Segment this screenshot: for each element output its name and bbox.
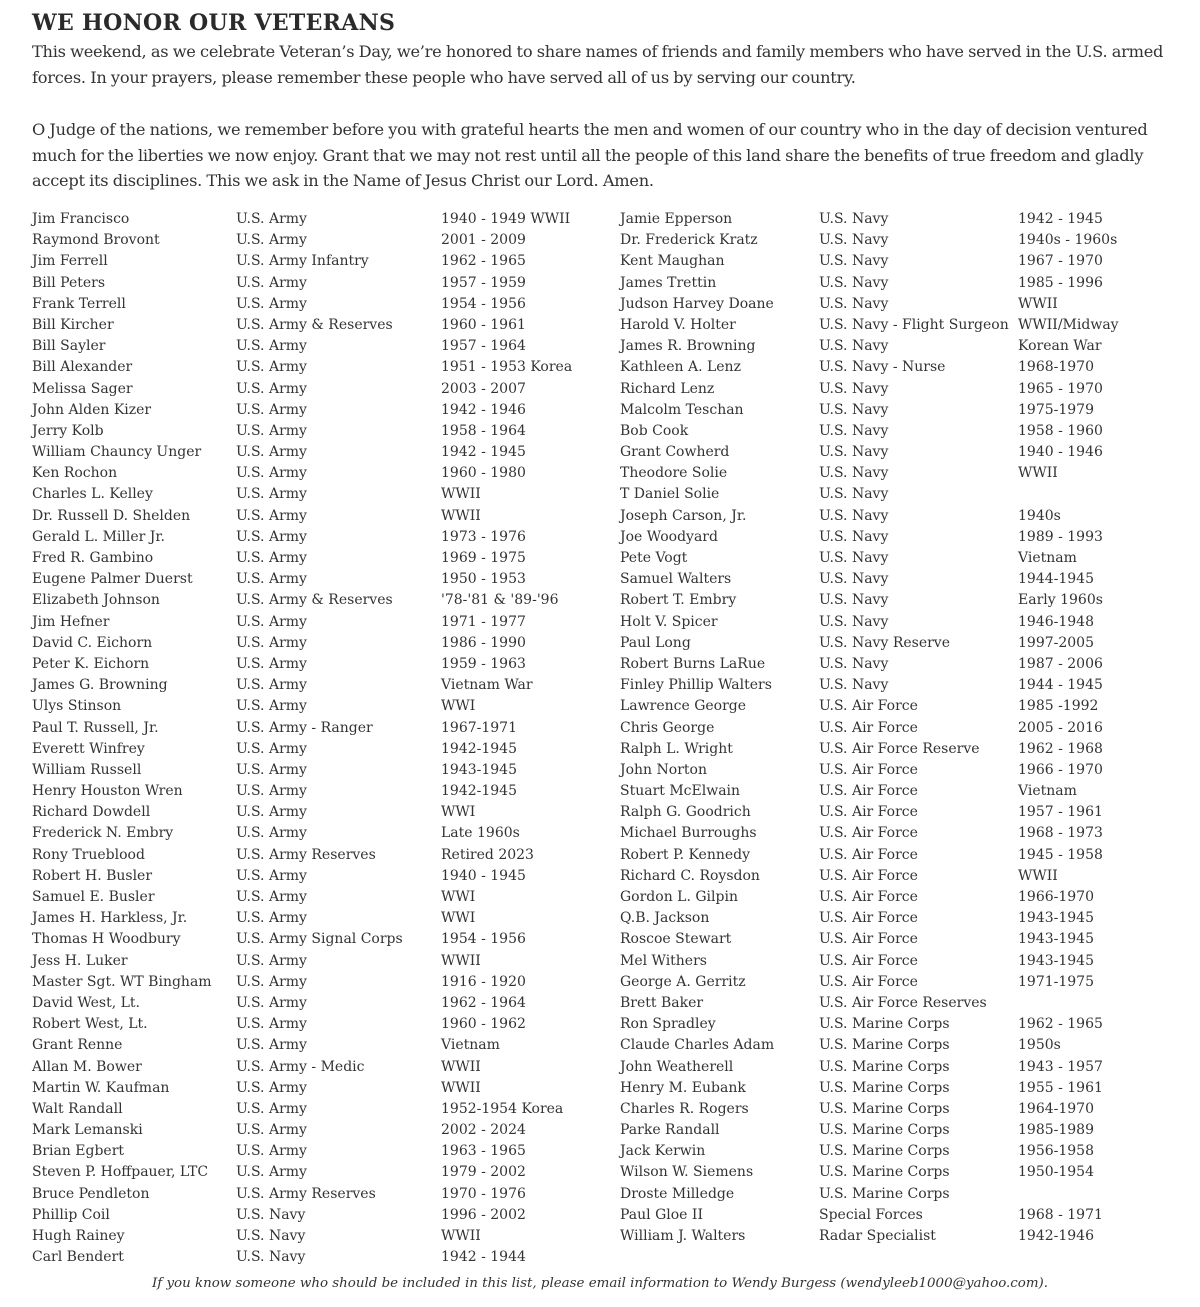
veteran-service: WWII	[441, 486, 481, 503]
veteran-branch: U.S. Navy	[819, 211, 889, 227]
veteran-branch: U.S. Navy	[819, 274, 889, 291]
veteran-branch: U.S. Army	[236, 910, 307, 927]
veteran-name: John Norton	[620, 761, 707, 778]
veteran-name: Dr. Frederick Kratz	[620, 232, 758, 249]
veteran-service: WWII	[441, 1058, 481, 1075]
veteran-branch: U.S. Navy	[819, 486, 889, 503]
veteran-branch: U.S. Marine Corps	[819, 1164, 950, 1181]
veteran-branch: U.S. Air Force	[819, 889, 918, 905]
veteran-service: Early 1960s	[1018, 592, 1103, 609]
veteran-branch: U.S. Army	[236, 528, 307, 545]
veteran-name: Peter K. Eichorn	[32, 655, 150, 672]
veteran-branch: U.S. Army	[236, 698, 307, 715]
veteran-service: 1962 - 1965	[1018, 1016, 1103, 1033]
veteran-name: William J. Walters	[620, 1228, 746, 1244]
veteran-branch: U.S. Navy	[819, 253, 889, 270]
veteran-name: Jack Kerwin	[620, 1143, 706, 1160]
veteran-branch: U.S. Army	[236, 1100, 307, 1117]
veteran-service: 2002 - 2024	[441, 1122, 526, 1139]
veteran-name: Kent Maughan	[620, 253, 725, 270]
veteran-branch: U.S. Navy	[236, 1206, 306, 1223]
veteran-service: 1951 - 1953 Korea	[441, 359, 573, 376]
veteran-branch: U.S. Air Force	[819, 910, 918, 927]
veteran-service: 1989 - 1993	[1018, 528, 1103, 545]
veteran-service: 1950 - 1953	[441, 571, 526, 588]
veteran-name: Robert T. Embry	[620, 592, 737, 609]
veteran-service: WWI	[441, 698, 476, 715]
veteran-name: Jerry Kolb	[32, 422, 104, 439]
veteran-name: Rony Trueblood	[32, 846, 145, 863]
veteran-branch: U.S. Marine Corps	[819, 1185, 950, 1202]
veteran-name: Fred R. Gambino	[32, 550, 154, 566]
veteran-branch: U.S. Army Reserves	[236, 1185, 376, 1202]
veteran-branch: U.S. Army	[236, 274, 307, 291]
veteran-name: Frederick N. Embry	[32, 825, 174, 842]
veteran-service: 1943-1945	[1018, 910, 1094, 927]
veteran-service: 1979 - 2002	[441, 1164, 526, 1181]
veteran-branch: U.S. Army	[236, 1143, 307, 1160]
veteran-branch: U.S. Air Force	[819, 783, 918, 800]
veteran-name: Malcolm Teschan	[620, 401, 744, 418]
veteran-name: Samuel E. Busler	[32, 889, 155, 905]
veteran-branch: U.S. Army - Ranger	[236, 719, 373, 736]
veteran-branch: U.S. Army	[236, 401, 307, 418]
veteran-name: Jamie Epperson	[620, 211, 733, 227]
veteran-branch: U.S. Army	[236, 232, 307, 249]
veteran-branch: Special Forces	[819, 1206, 923, 1223]
veteran-branch: U.S. Army	[236, 1122, 307, 1139]
veteran-branch: U.S. Navy	[819, 422, 889, 439]
veteran-name: Joseph Carson, Jr.	[620, 507, 747, 524]
veteran-branch: U.S. Army	[236, 444, 307, 461]
veteran-service: 1973 - 1976	[441, 528, 526, 545]
veteran-name: Grant Renne	[32, 1037, 123, 1054]
veteran-name: Jim Ferrell	[32, 253, 108, 270]
veteran-name: Richard Lenz	[620, 380, 715, 397]
veteran-name: David C. Eichorn	[32, 634, 153, 651]
veteran-name: Martin W. Kaufman	[32, 1079, 170, 1096]
veteran-branch: U.S. Navy	[819, 401, 889, 418]
veteran-branch: U.S. Air Force	[819, 698, 918, 715]
veteran-service: 1959 - 1963	[441, 655, 526, 672]
veteran-branch: U.S. Air Force	[819, 973, 918, 990]
veteran-name: Finley Phillip Walters	[620, 677, 772, 694]
veteran-name: Paul Gloe II	[620, 1206, 703, 1223]
veteran-service: 1940 - 1946	[1018, 444, 1103, 461]
veteran-name: Mark Lemanski	[32, 1122, 143, 1139]
veteran-branch: U.S. Navy	[819, 571, 889, 588]
veteran-branch: U.S. Navy	[819, 380, 889, 397]
veteran-service: 1940s - 1960s	[1018, 232, 1118, 249]
veteran-name: Gerald L. Miller Jr.	[32, 528, 166, 545]
veteran-service: 1960 - 1962	[441, 1016, 526, 1033]
veteran-branch: U.S. Army	[236, 867, 307, 884]
veteran-branch: U.S. Marine Corps	[819, 1037, 950, 1054]
veteran-branch: U.S. Navy - Flight Surgeon	[819, 316, 1009, 333]
veteran-service: 1954 - 1956	[441, 931, 526, 948]
veteran-name: Chris George	[620, 719, 715, 736]
veteran-service: Retired 2023	[441, 846, 534, 863]
veteran-branch: U.S. Army & Reserves	[236, 316, 393, 333]
veteran-branch: U.S. Army	[236, 825, 307, 842]
veteran-branch: U.S. Navy	[819, 528, 889, 545]
veteran-branch: U.S. Air Force	[819, 846, 918, 863]
veteran-name: David West, Lt.	[32, 994, 140, 1011]
veteran-service: 1971-1975	[1018, 973, 1094, 990]
veteran-branch: U.S. Army	[236, 613, 307, 630]
veteran-service: 1942 - 1945	[441, 444, 526, 461]
veteran-name: Ron Spradley	[620, 1016, 716, 1033]
veteran-service: 1942-1945	[441, 740, 517, 757]
veteran-name: Jim Hefner	[32, 613, 110, 630]
veteran-name: Bill Alexander	[32, 359, 133, 376]
veteran-service: 1956-1958	[1018, 1143, 1094, 1160]
veteran-name: Gordon L. Gilpin	[620, 889, 738, 905]
veteran-name: Wilson W. Siemens	[620, 1164, 754, 1181]
veteran-service: 1944-1945	[1018, 571, 1094, 588]
veteran-name: Thomas H Woodbury	[32, 931, 181, 948]
veteran-service: 1986 - 1990	[441, 634, 526, 651]
veteran-service: 1942-1945	[441, 783, 517, 800]
veteran-name: Stuart McElwain	[620, 783, 741, 800]
veteran-branch: U.S. Army	[236, 677, 307, 694]
veteran-service: 1968-1970	[1018, 359, 1094, 376]
veteran-branch: U.S. Army	[236, 1016, 307, 1033]
veteran-branch: U.S. Navy	[819, 592, 889, 609]
veteran-service: 1944 - 1945	[1018, 677, 1103, 694]
veteran-service: 1962 - 1968	[1018, 740, 1103, 757]
veteran-branch: U.S. Army	[236, 295, 307, 312]
veteran-branch: U.S. Army - Medic	[236, 1058, 365, 1075]
veteran-name: Walt Randall	[32, 1100, 123, 1117]
veteran-name: Allan M. Bower	[32, 1058, 142, 1075]
veteran-branch: U.S. Army & Reserves	[236, 592, 393, 609]
veteran-name: Roscoe Stewart	[620, 931, 732, 948]
veteran-branch: U.S. Army	[236, 655, 307, 672]
veteran-branch: U.S. Marine Corps	[819, 1143, 950, 1160]
veteran-branch: U.S. Army	[236, 889, 307, 905]
veteran-service: 1950-1954	[1018, 1164, 1094, 1181]
veteran-branch: U.S. Air Force Reserve	[819, 740, 980, 757]
veteran-service: Vietnam	[441, 1037, 500, 1054]
veteran-name: Ken Rochon	[32, 465, 118, 482]
veteran-service: 1966-1970	[1018, 889, 1094, 905]
veteran-service: 1968 - 1973	[1018, 825, 1103, 842]
veteran-service: 1960 - 1980	[441, 465, 526, 482]
veteran-name: James Trettin	[620, 274, 717, 291]
veteran-name: Ralph G. Goodrich	[620, 804, 751, 821]
veteran-service: 1957 - 1964	[441, 338, 526, 355]
veteran-service: 1957 - 1961	[1018, 804, 1103, 821]
veteran-name: Henry M. Eubank	[620, 1079, 746, 1096]
veteran-service: 1943-1945	[1018, 952, 1094, 969]
footer-note: If you know someone who should be included in this list, please email information to Wendy Burgess (wendyleeb1000@yahoo.com).	[151, 1276, 1049, 1291]
veteran-service: 1970 - 1976	[441, 1185, 526, 1202]
veteran-service: 1962 - 1964	[441, 994, 526, 1011]
veteran-branch: U.S. Army	[236, 422, 307, 439]
veteran-branch: U.S. Air Force	[819, 825, 918, 842]
veteran-name: William Russell	[32, 761, 142, 778]
veteran-branch: U.S. Air Force	[819, 952, 918, 969]
intro-paragraph: This weekend, as we celebrate Veteran’s Day, we’re honored to share names of friends and family members who have served in the U.S. armed forces. In your prayers, please remember these people who have served all of us by serving our country.	[32, 42, 1164, 87]
veteran-service: 1965 - 1970	[1018, 380, 1103, 397]
veteran-branch: U.S. Air Force	[819, 761, 918, 778]
veteran-branch: U.S. Army	[236, 783, 307, 800]
veteran-branch: U.S. Navy	[236, 1249, 306, 1266]
veteran-service: WWII	[441, 952, 481, 969]
veteran-name: Joe Woodyard	[620, 528, 718, 545]
veteran-service: 1954 - 1956	[441, 295, 526, 312]
veteran-service: 1966 - 1970	[1018, 761, 1103, 778]
veteran-name: T Daniel Solie	[620, 486, 720, 503]
veteran-branch: U.S. Army	[236, 994, 307, 1011]
veteran-branch: U.S. Air Force	[819, 931, 918, 948]
veteran-service: 1942 - 1944	[441, 1249, 526, 1266]
veteran-name: Hugh Rainey	[32, 1228, 125, 1244]
veteran-name: Jim Francisco	[32, 211, 130, 227]
veteran-service: 1942 - 1945	[1018, 211, 1103, 227]
veteran-branch: U.S. Army	[236, 761, 307, 778]
veteran-branch: U.S. Navy	[819, 338, 889, 355]
veteran-branch: U.S. Navy	[819, 655, 889, 672]
veteran-service: 1985 -1992	[1018, 698, 1099, 715]
veteran-branch: U.S. Army	[236, 740, 307, 757]
veteran-branch: U.S. Navy	[819, 677, 889, 694]
veteran-name: Bill Sayler	[32, 338, 106, 355]
veteran-branch: U.S. Army	[236, 804, 307, 821]
veteran-name: Brett Baker	[620, 994, 704, 1011]
veteran-service: 1996 - 2002	[441, 1206, 526, 1223]
veteran-name: Raymond Brovont	[32, 232, 160, 249]
veteran-branch: U.S. Air Force	[819, 804, 918, 821]
veteran-service: Vietnam War	[441, 677, 533, 694]
veteran-name: Mel Withers	[620, 952, 707, 969]
veteran-service: 1969 - 1975	[441, 550, 526, 566]
veteran-branch: U.S. Air Force	[819, 719, 918, 736]
veteran-name: Paul Long	[620, 634, 691, 651]
veteran-service: 1916 - 1920	[441, 973, 526, 990]
veteran-service: Vietnam	[1018, 550, 1077, 566]
veteran-service: Vietnam	[1018, 783, 1077, 800]
veteran-branch: U.S. Navy	[236, 1228, 306, 1244]
veteran-branch: U.S. Army	[236, 359, 307, 376]
veteran-name: Jess H. Luker	[32, 952, 128, 969]
veteran-service: '78-'81 & '89-'96	[441, 592, 559, 609]
veteran-branch: U.S. Marine Corps	[819, 1122, 950, 1139]
veteran-name: Robert P. Kennedy	[620, 846, 751, 863]
veteran-service: WWI	[441, 910, 476, 927]
veteran-service: Korean War	[1018, 338, 1102, 355]
veteran-name: Charles R. Rogers	[620, 1100, 749, 1117]
veteran-branch: U.S. Army	[236, 952, 307, 969]
veteran-service: 1955 - 1961	[1018, 1079, 1103, 1096]
veteran-name: Grant Cowherd	[620, 444, 730, 461]
veteran-name: George A. Gerritz	[620, 973, 746, 990]
veteran-branch: U.S. Navy	[819, 232, 889, 249]
veteran-service: 1957 - 1959	[441, 274, 526, 291]
veteran-name: Judson Harvey Doane	[620, 295, 774, 312]
veteran-name: Eugene Palmer Duerst	[32, 571, 193, 588]
prayer-paragraph: O Judge of the nations, we remember before you with grateful hearts the men and women of our country who in the day of decision ventured much for the liberties we now enjoy. Grant that we may not rest until all the people of this land share the benefits of true freedom and gladly accept its disciplines. This we ask in the Name of Jesus Christ our Lord. Amen.	[32, 120, 1148, 190]
veteran-service: 1967-1971	[441, 719, 517, 736]
veteran-name: Ulys Stinson	[32, 698, 122, 715]
veteran-name: Bill Peters	[32, 274, 106, 291]
veteran-branch: U.S. Army	[236, 380, 307, 397]
veteran-service: 1964-1970	[1018, 1100, 1094, 1117]
veteran-name: Carl Bendert	[32, 1249, 124, 1266]
veteran-service: 1963 - 1965	[441, 1143, 526, 1160]
veteran-service: 1971 - 1977	[441, 613, 526, 630]
veteran-name: James R. Browning	[620, 338, 756, 355]
veteran-branch: U.S. Army	[236, 338, 307, 355]
veteran-service: 1985-1989	[1018, 1122, 1094, 1139]
veteran-name: Harold V. Holter	[620, 316, 736, 333]
veteran-branch: U.S. Army	[236, 634, 307, 651]
veteran-branch: Radar Specialist	[819, 1228, 936, 1244]
veteran-name: Pete Vogt	[620, 550, 688, 566]
veteran-name: Robert West, Lt.	[32, 1016, 148, 1033]
veteran-branch: U.S. Army	[236, 1079, 307, 1096]
veteran-name: Robert H. Busler	[32, 867, 153, 884]
veteran-service: 1985 - 1996	[1018, 274, 1103, 291]
veteran-service: 1943-1945	[441, 761, 517, 778]
veteran-branch: U.S. Army	[236, 1164, 307, 1181]
veteran-name: Richard Dowdell	[32, 804, 151, 821]
veteran-name: Elizabeth Johnson	[32, 592, 160, 609]
veteran-branch: U.S. Army	[236, 571, 307, 588]
veteran-branch: U.S. Army	[236, 507, 307, 524]
veteran-branch: U.S. Navy	[819, 295, 889, 312]
veteran-name: Brian Egbert	[32, 1143, 125, 1160]
veteran-name: Michael Burroughs	[620, 825, 757, 842]
veteran-service: 1942 - 1946	[441, 401, 526, 418]
veteran-name: James G. Browning	[32, 677, 168, 694]
veteran-service: WWII	[441, 1079, 481, 1096]
veteran-service: 2001 - 2009	[441, 232, 526, 249]
veteran-service: 1942-1946	[1018, 1228, 1094, 1244]
veteran-name: William Chauncy Unger	[32, 444, 202, 461]
veteran-name: Charles L. Kelley	[32, 486, 153, 503]
veteran-name: Kathleen A. Lenz	[620, 359, 741, 376]
veteran-service: 1987 - 2006	[1018, 655, 1103, 672]
veteran-branch: U.S. Army	[236, 486, 307, 503]
veteran-service: 1945 - 1958	[1018, 846, 1103, 863]
veteran-branch: U.S. Marine Corps	[819, 1058, 950, 1075]
veteran-service: WWII	[441, 1228, 481, 1244]
veteran-name: Frank Terrell	[32, 295, 126, 312]
veteran-name: Q.B. Jackson	[620, 910, 710, 927]
veteran-service: Late 1960s	[441, 825, 520, 842]
veteran-service: WWII	[1018, 465, 1058, 482]
veteran-service: WWI	[441, 889, 476, 905]
veteran-name: Phillip Coil	[32, 1206, 110, 1223]
veteran-service: WWII	[441, 507, 481, 524]
veteran-service: 1958 - 1960	[1018, 422, 1103, 439]
veteran-branch: U.S. Navy - Nurse	[819, 359, 946, 376]
veteran-service: 2005 - 2016	[1018, 719, 1103, 736]
veteran-name: Bruce Pendleton	[32, 1185, 150, 1202]
veteran-service: 2003 - 2007	[441, 380, 526, 397]
veteran-name: Ralph L. Wright	[620, 740, 733, 757]
veteran-service: 1950s	[1018, 1037, 1061, 1054]
veteran-service: 1952-1954 Korea	[441, 1100, 564, 1117]
veteran-name: John Weatherell	[620, 1058, 734, 1075]
veteran-service: WWII	[1018, 295, 1058, 312]
veteran-service: 1997-2005	[1018, 634, 1094, 651]
veteran-branch: U.S. Army Infantry	[236, 253, 369, 270]
veteran-name: Samuel Walters	[620, 571, 732, 588]
veteran-service: 1960 - 1961	[441, 316, 526, 333]
veteran-branch: U.S. Navy	[819, 507, 889, 524]
veteran-name: Bill Kircher	[32, 316, 114, 333]
veteran-branch: U.S. Marine Corps	[819, 1016, 950, 1033]
veteran-service: 1940 - 1949 WWII	[441, 211, 571, 227]
veteran-branch: U.S. Air Force	[819, 867, 918, 884]
veteran-branch: U.S. Air Force Reserves	[819, 994, 987, 1011]
veteran-service: 1943 - 1957	[1018, 1058, 1103, 1075]
veteran-branch: U.S. Army	[236, 465, 307, 482]
veteran-branch: U.S. Navy	[819, 550, 889, 566]
veteran-branch: U.S. Army	[236, 1037, 307, 1054]
veteran-branch: U.S. Army Signal Corps	[236, 931, 403, 948]
veteran-name: Parke Randall	[620, 1122, 720, 1139]
veteran-branch: U.S. Marine Corps	[819, 1100, 950, 1117]
veteran-branch: U.S. Navy	[819, 613, 889, 630]
veteran-service: WWI	[441, 804, 476, 821]
page-title: WE HONOR OUR VETERANS	[32, 10, 396, 36]
veteran-service: 1962 - 1965	[441, 253, 526, 270]
veteran-name: Bob Cook	[620, 422, 689, 439]
veteran-name: Steven P. Hoffpauer, LTC	[32, 1164, 209, 1181]
veteran-service: 1968 - 1971	[1018, 1206, 1103, 1223]
veteran-service: 1940 - 1945	[441, 867, 526, 884]
veteran-name: Lawrence George	[620, 698, 747, 715]
veteran-service: WWII	[1018, 867, 1058, 884]
veteran-name: Dr. Russell D. Shelden	[32, 507, 191, 524]
veteran-branch: U.S. Army	[236, 211, 307, 227]
veteran-name: Robert Burns LaRue	[620, 655, 766, 672]
veteran-branch: U.S. Navy Reserve	[819, 634, 951, 651]
veteran-service: WWII/Midway	[1018, 316, 1119, 333]
veteran-branch: U.S. Navy	[819, 444, 889, 461]
veteran-name: Claude Charles Adam	[620, 1037, 775, 1054]
veteran-service: 1958 - 1964	[441, 422, 526, 439]
veteran-branch: U.S. Army Reserves	[236, 846, 376, 863]
veteran-service: 1940s	[1018, 507, 1061, 524]
veteran-name: John Alden Kizer	[32, 401, 152, 418]
veteran-service: 1975-1979	[1018, 401, 1094, 418]
veteran-service: 1967 - 1970	[1018, 253, 1103, 270]
veteran-name: Henry Houston Wren	[32, 783, 183, 800]
veteran-name: Droste Milledge	[620, 1185, 735, 1202]
veteran-name: Melissa Sager	[32, 380, 133, 397]
veteran-name: James H. Harkless, Jr.	[32, 910, 188, 927]
veteran-branch: U.S. Marine Corps	[819, 1079, 950, 1096]
veteran-branch: U.S. Navy	[819, 465, 889, 482]
veteran-name: Theodore Solie	[620, 465, 728, 482]
veteran-name: Everett Winfrey	[32, 740, 145, 757]
veteran-branch: U.S. Army	[236, 550, 307, 566]
veteran-name: Holt V. Spicer	[620, 613, 718, 630]
veteran-service: 1943-1945	[1018, 931, 1094, 948]
veteran-branch: U.S. Army	[236, 973, 307, 990]
veteran-name: Paul T. Russell, Jr.	[32, 719, 159, 736]
veteran-service: 1946-1948	[1018, 613, 1094, 630]
veteran-name: Richard C. Roysdon	[620, 867, 760, 884]
veteran-name: Master Sgt. WT Bingham	[32, 973, 212, 990]
